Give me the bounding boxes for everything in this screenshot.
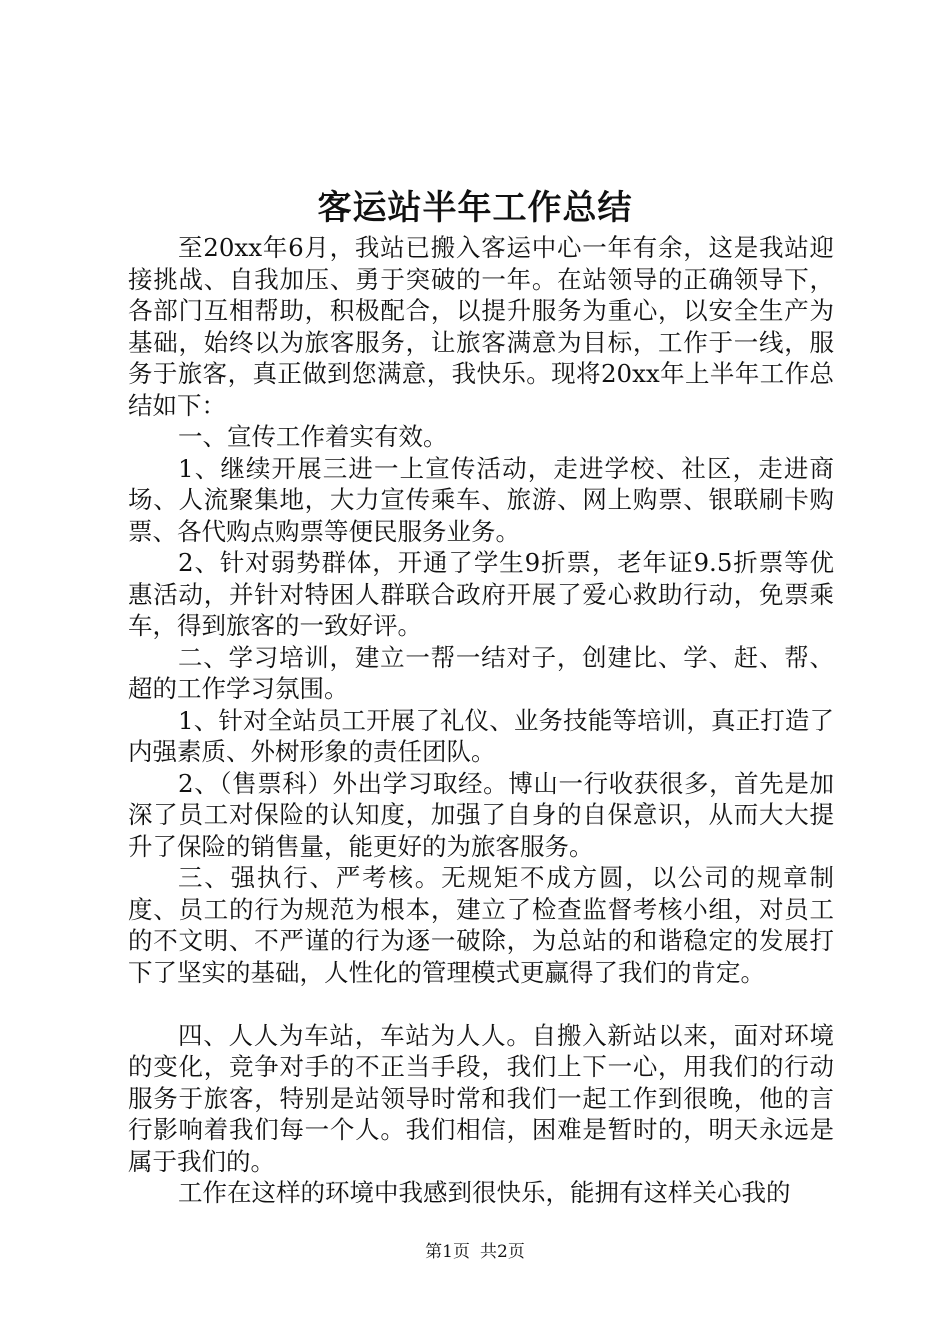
section-heading-2: 二、学习培训，建立一帮一结对子，创建比、学、赶、帮、超的工作学习氛围。 <box>128 642 834 703</box>
intro-paragraph: 至20xx年6月，我站已搬入客运中心一年有余，这是我站迎接挑战、自我加压、勇于突破的一年。在站领导的正确领导下，各部门互相帮助，积极配合，以提升服务为重心，以安全生产为基础，始终以为旅客服务，让旅客满意为目标，工作于一线，服务于旅客，真正做到您满意，我快乐。现将20xx年上半年工作总结如下： <box>128 233 834 420</box>
page-total: 共2页 <box>480 1242 525 1262</box>
page-footer <box>0 1241 950 1263</box>
section-1-item-1: 1、继续开展三进一上宣传活动，走进学校、社区，走进商场、人流聚集地，大力宣传乘车、旅游、网上购票、银联刷卡购票、各代购点购票等便民服务业务。 <box>128 453 834 546</box>
section-4-paragraph: 四、人人为车站，车站为人人。自搬入新站以来，面对环境的变化，竞争对手的不正当手段，我们上下一心，用我们的行动服务于旅客，特别是站领导时常和我们一起工作到很晚，他的言行影响着我们每一个人。我们相信，困难是暂时的，明天永远是属于我们的。 <box>128 1020 834 1176</box>
page-number: 第1页 <box>425 1242 470 1262</box>
section-heading-1: 一、宣传工作着实有效。 <box>178 422 448 451</box>
section-1-item-2: 2、针对弱势群体，开通了学生9折票，老年证9.5折票等优惠活动，并针对特困人群联合政府开展了爱心救助行动，免票乘车，得到旅客的一致好评。 <box>128 548 834 640</box>
section-3-paragraph: 三、强执行、严考核。无规矩不成方圆，以公司的规章制度、员工的行为规范为根本，建立了检查监督考核小组，对员工的不文明、不严谨的行为逐一破除，为总站的和谐稳定的发展打下了坚实的基础，人性化的管理模式更赢得了我们的肯定。 <box>128 863 834 987</box>
paragraph-spacer <box>128 988 834 1020</box>
document-body <box>128 232 834 1209</box>
document-title: 客运站半年工作总结 <box>317 188 633 228</box>
section-2-item-2: 2、（售票科）外出学习取经。博山一行收获很多，首先是加深了员工对保险的认知度，加强了自身的自保意识，从而大大提升了保险的销售量，能更好的为旅客服务。 <box>128 768 834 861</box>
section-2-item-1: 1、针对全站员工开展了礼仪、业务技能等培训，真正打造了内强素质、外树形象的责任团队。 <box>128 705 834 766</box>
closing-paragraph: 工作在这样的环境中我感到很快乐，能拥有这样关心我的 <box>178 1178 791 1207</box>
